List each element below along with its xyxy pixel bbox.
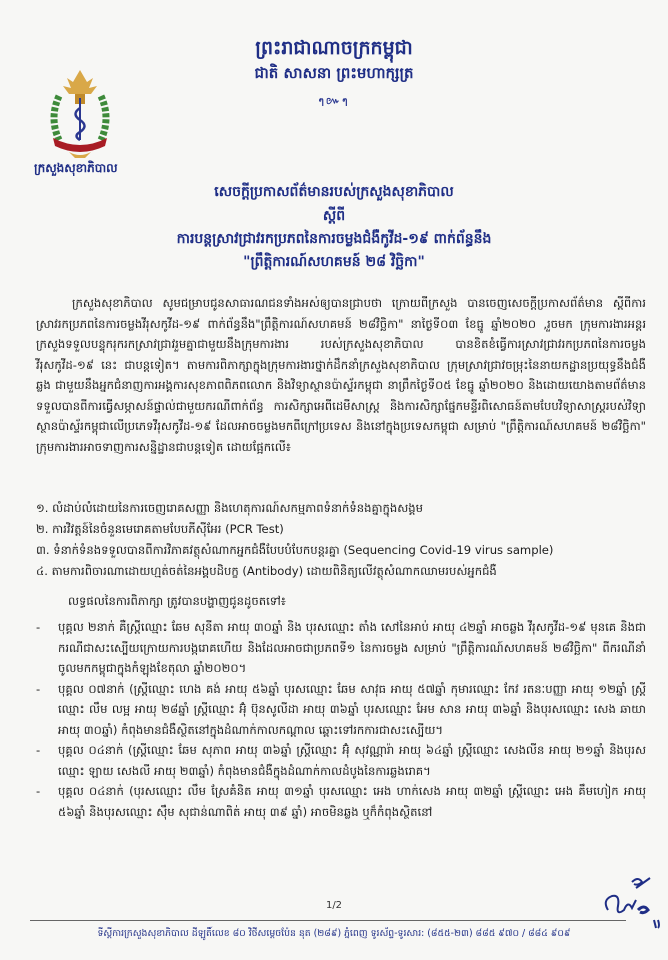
ornament-divider: ๆ៚ๆ [318, 96, 350, 107]
footer-address: ទីស្តីការក្រសួងសុខាភិបាល ដីឡូតិ៍លេខ ៨០ វិថីសម្តេចប៉ែន នុត (២៨៩) ភ្នំពេញ ទូរស័ព្ទ-ទូរសារ: (៨៥៥-២៣) ៨៨៥ ៩៧០ / ៨៨៤ ៩០៩ [97, 928, 571, 939]
result-item [36, 679, 646, 741]
ministry-label: ក្រសួងសុខាភិបាល [34, 161, 118, 175]
intro-paragraph: ក្រសួងសុខាភិបាល សូមជម្រាបជូនសាធារណជនទាំងអស់ឲ្យបានជ្រាបថា ក្រោយពីក្រសួង បានចេញសេចក្តីប្រកាសព័ត៌មាន ស្តីពីការស្រាវរកប្រភពនៃការចម្លងវីរុសកូវីដ-១៩ ពាក់ព័ន្ធនឹង"ព្រឹត្តិការណ៍សហគមន៍ ២៨វិច្ឆិកា" នាថ្ងៃទី០៣ ខែធ្នូ ឆ្នាំ២០២០ ,រួចមក ក្រុមការងារអន្តរក្រសួងទទួលបន្ទុករុករកស្រាវជ្រាវរួមគ្នាជាមួយនឹងក្រុមការងារ របស់ក្រសួងសុខាភិបាល បានខិតខំធ្វើការស្រាវជ្រាវរកប្រភពនៃការចម្លងវីរុសកូវីដ-១៩ នេះ ជាបន្តទៀត។ តាមការពិភាក្សាក្នុងក្រុមការងារថ្នាក់ដឹកនាំក្រសួងសុខាភិបាល ក្រុមស្រាវជ្រាវចម្រុះនៃនាយកដ្ឋានប្រយុទ្ធនឹងជំងឺឆ្លង ជាមួយនឹងអ្នកជំនាញការអង្គការសុខភាពពិភពលោក និងវិទ្យាស្ថានប៉ាស្ទ័រកម្ពុជា នាព្រឹកថ្ងៃទី០៥ ខែធ្នូ ឆ្នាំ២០២០ និងដោយយោងតាមព័ត៌មានទទួលបានពីការធ្វើសម្ភាសន៍ផ្ទាល់ជាមួយករណីពាក់ព័ន្ធ ការសិក្សាអេពីដេមីសាស្ត្រ និងការសិក្សាផ្នែកមន្ទីរពិសោធន៍តាមបែបវិទ្យាសាស្ត្ររបស់វិទ្យាស្ថានប៉ាស្ទ័រកម្ពុជាលើប្រភេទវីរុសកូវីដ-១៩ ដែលអាចចម្លងមកពីក្រៅប្រទេស និងនៅក្នុងប្រទេសកម្ពុជា សម្រាប់ "ព្រឹត្តិការណ៍សហគមន៍ ២៨វិច្ឆិកា" ក្រុមការងារអាចទាញការសន្និដ្ឋានជាបន្តទៀត ដោយផ្អែកលើ៖ [36, 296, 646, 454]
criteria-item: ៤. តាមការពិចារណាដោយហ្មត់ចត់នៃអង្គបដិបក្ខ (Antibody) ដោយពិនិត្យលើវត្ថុសំណាកឈាមរបស់អ្នកជំងឺ [36, 564, 497, 578]
bullet-dash: - [36, 681, 41, 696]
result-item [36, 617, 646, 679]
title-event: "ព្រឹត្តិការណ៍សហគមន៍ ២៨ វិច្ឆិកា" [243, 254, 425, 270]
footer-divider [30, 920, 626, 921]
result-item [36, 740, 646, 781]
results-list [36, 617, 646, 822]
ministry-emblem-icon [45, 68, 115, 158]
title-subject: ការបន្តស្រាវជ្រាវរកប្រភពនៃការចម្លងជំងឺកូវីដ-១៩ ពាក់ព័ន្ធនឹង [176, 231, 492, 247]
results-intro: លទ្ធផលនៃការពិភាក្សា ត្រូវបានបង្ហាញជូនដូចតទៅ៖ [68, 594, 286, 608]
result-text: បុគ្គល ០៧នាក់ (ស្ត្រីឈ្មោះ ហេង គង់ អាយុ ៥៦ឆ្នាំ បុរសឈ្មោះ ឆែម សាវុធ អាយុ ៥៧ឆ្នាំ កុមារឈ្មោះ កែវ រតនៈបញ្ញា អាយុ ១២ឆ្នាំ ស្ត្រីឈ្មោះ លឹម លម្អ អាយុ ២៨ឆ្នាំ ស្ត្រីឈ្មោះ អ៊ុំ ប៊ុនសូលីដា អាយុ ៣៦ឆ្នាំ បុរសឈ្មោះ អែម សាន អាយុ ៣៦ឆ្នាំ និងបុរសឈ្មោះ សេង ឆាយា អាយុ ៣០ឆ្នាំ) កំពុងមានជំងឺស្ថិតនៅក្នុងដំណាក់កាលកណ្តាល ឆ្ពោះទៅរកការជាសះស្បើយ។ [58, 681, 646, 737]
document-title: សេចក្តីប្រកាសព័ត៌មានរបស់ក្រសួងសុខាភិបាល [214, 184, 454, 200]
bullet-dash: - [36, 784, 41, 798]
criteria-item: ១. លំដាប់លំដោយនៃការចេញរោគសញ្ញា និងហេតុការណ៍សកម្មភាពទំនាក់ទំនងគ្នាក្នុងសង្គម [36, 501, 424, 515]
result-text: បុគ្គល ០៤នាក់ (ស្ត្រីឈ្មោះ ឆែម សុភាព អាយុ ៣៦ឆ្នាំ ស្ត្រីឈ្មោះ អ៊ុំ សុវណ្ណារ៉ា អាយុ ៦៤ឆ្នាំ ស្ត្រីឈ្មោះ សេងលីន អាយុ ២១ឆ្នាំ និងបុរសឈ្មោះ ឡាយ សេងលី អាយុ ២៣ឆ្នាំ) កំពុងមានជំងឺក្នុងដំណាក់កាលដំបូងនៃការឆ្លងរោគ។ [58, 743, 646, 778]
result-text: បុគ្គល ២នាក់ គឺស្ត្រីឈ្មោះ ឆែម សុនីតា អាយុ ៣០ឆ្នាំ និង បុរសឈ្មោះ តាំង សៅនៃអាប់ អាយុ ៤២ឆ្នាំ អាចឆ្លង វីរុសកូវីដ-១៩ មុនគេ និងជាករណីជាសះស្បើយក្រោយការបង្ករោគហើយ និងដែលអាចជាប្រភពទី១ នៃការចម្លង សម្រាប់ "ព្រឹត្តិការណ៍សហគមន៍ ២៨វិច្ឆិកា" ពីករណីនាំចូលមកកម្ពុជាក្នុងកំឡុងខែតុលា ឆ្នាំ២០២០។ [58, 620, 646, 675]
title-about: ស្តីពី [322, 208, 346, 224]
signature-icon [598, 870, 664, 930]
kingdom-heading: ព្រះរាជាណាចក្រកម្ពុជា [255, 37, 413, 59]
result-text: បុគ្គល ០៤នាក់ (បុរសឈ្មោះ លឹម ស្រែគំនិត អាយុ ៣១ឆ្នាំ បុរសឈ្មោះ អេង ហាក់សេង អាយុ ៣២ឆ្នាំ ស្ត្រីឈ្មោះ អេង គឹមហៀក អាយុ ៥៦ឆ្នាំ និងបុរសឈ្មោះ ស៊ឹម សុជាន់ណាពិត់ អាយុ ៣៩ ឆ្នាំ) អាចមិនឆ្លង ឬក៏កំពុងស្ថិតនៅ [58, 784, 646, 819]
criteria-list [36, 498, 646, 582]
bullet-dash: - [36, 620, 41, 634]
national-motto: ជាតិ សាសនា ព្រះមហាក្សត្រ [254, 64, 414, 82]
page-number: 1/2 [325, 900, 343, 911]
criteria-item: ២. ការវិវត្តន៍នៃចំនួនមេរោគតាមបែបភីស៊ីអែរ (PCR Test) [36, 522, 284, 536]
result-item [36, 781, 646, 822]
criteria-item: ៣. ទំនាក់ទំនងទទួលបានពីការវិភាគវត្ថុសំណាកអ្នកជំងឺបែបបំបែកបន្តរគ្នា (Sequencing Covid-19 virus sample) [36, 543, 554, 557]
bullet-dash: - [36, 743, 41, 757]
